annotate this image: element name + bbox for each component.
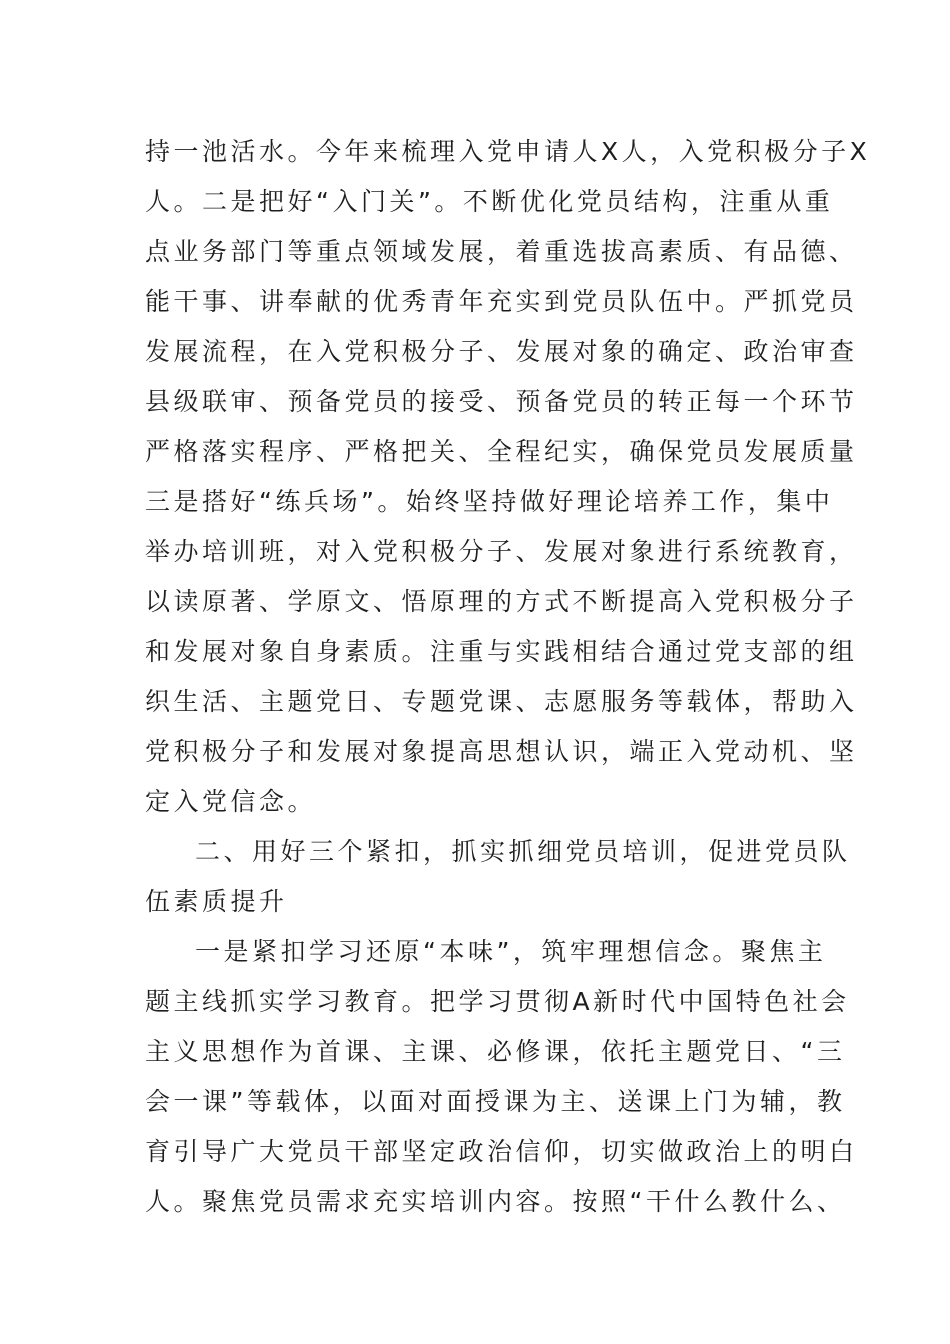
text-line: 会一课”等载体，以面对面授课为主、送课上门为辅，教 (145, 1087, 846, 1116)
text-line: 人。二是把好“入门关”。不断优化党员结构，注重从重 (145, 187, 834, 216)
text-line: 织生活、主题党日、专题党课、志愿服务等载体，帮助入 (145, 687, 858, 716)
text-line: 县级联审、预备党员的接受、预备党员的转正每一个环节 (145, 387, 858, 416)
text-line: 持一池活水。今年来梳理入党申请人X人，入党积极分子X (145, 137, 871, 166)
text-line: 举办培训班，对入党积极分子、发展对象进行系统教育， (145, 537, 858, 566)
text-line: 育引导广大党员干部坚定政治信仰，切实做政治上的明白 (145, 1137, 858, 1166)
text-line: 能干事、讲奉献的优秀青年充实到党员队伍中。严抓党员 (145, 287, 858, 316)
text-line: 点业务部门等重点领域发展，着重选拔高素质、有品德、 (145, 237, 858, 266)
text-line: 和发展对象自身素质。注重与实践相结合通过党支部的组 (145, 637, 858, 666)
text-line: 以读原著、学原文、悟原理的方式不断提高入党积极分子 (145, 587, 858, 616)
text-line: 严格落实程序、严格把关、全程纪实，确保党员发展质量 (145, 437, 858, 466)
text-line: 人。聚焦党员需求充实培训内容。按照“干什么教什么、 (145, 1187, 846, 1216)
text-line: 定入党信念。 (145, 787, 317, 816)
section-heading-continued: 伍素质提升 (145, 887, 288, 916)
text-line: 题主线抓实学习教育。把学习贯彻A新时代中国特色社会 (145, 987, 850, 1016)
text-line: 三是搭好“练兵场”。始终坚持做好理论培养工作，集中 (145, 487, 834, 516)
section-heading: 二、用好三个紧扣，抓实抓细党员培训，促进党员队 (195, 837, 851, 866)
text-line: 党积极分子和发展对象提高思想认识，端正入党动机、坚 (145, 737, 858, 766)
text-line: 一是紧扣学习还原“本味”，筑牢理想信念。聚焦主 (195, 937, 827, 966)
text-line: 发展流程，在入党积极分子、发展对象的确定、政治审查 (145, 337, 858, 366)
text-line: 主义思想作为首课、主课、必修课，依托主题党日、“三 (145, 1037, 846, 1066)
